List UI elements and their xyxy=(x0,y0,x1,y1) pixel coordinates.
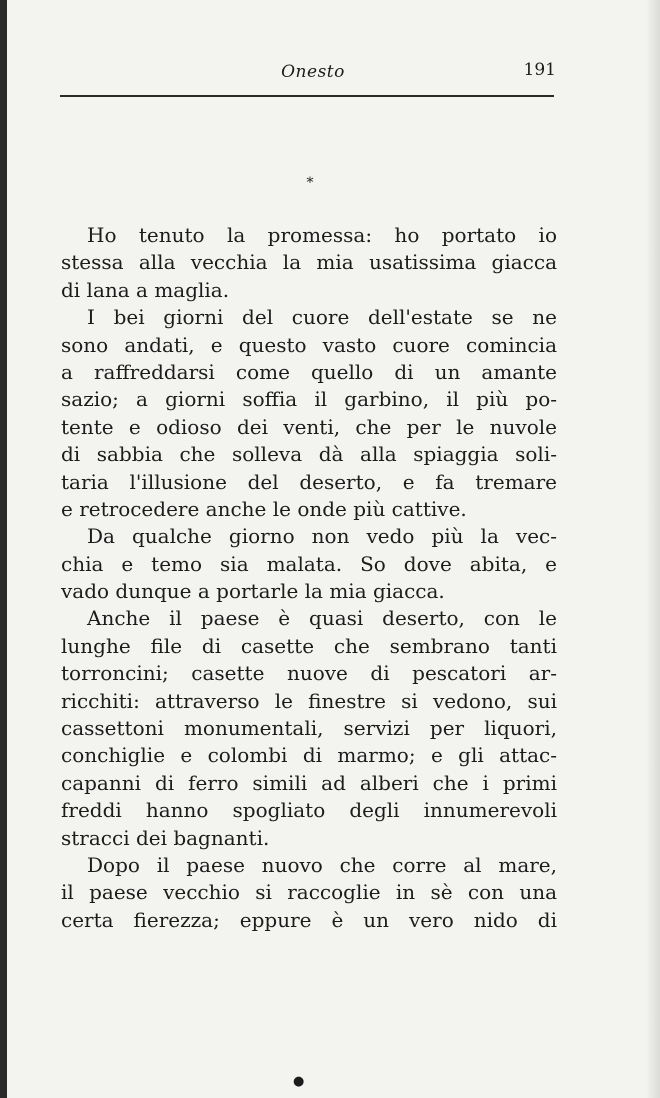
text-line: di sabbia che solleva dà alla spiaggia soli- xyxy=(61,442,557,467)
text-line: sazio; a giorni soffia il garbino, il più po- xyxy=(61,387,557,412)
text-line: cassettoni monumentali, servizi per liquori, xyxy=(61,716,557,741)
text-line: taria l'illusione del deserto, e fa tremare xyxy=(61,469,557,494)
body-text xyxy=(61,222,557,934)
text-line: stessa alla vecchia la mia usatissima giacca xyxy=(61,250,557,275)
section-break-asterisk: * xyxy=(306,175,314,191)
text-line: lunghe file di casette che sembrano tanti xyxy=(61,633,557,658)
text-line: il paese vecchio si raccoglie in sè con una xyxy=(61,880,557,905)
text-line: vado dunque a portarle la mia giacca. xyxy=(61,579,445,604)
text-line: I bei giorni del cuore dell'estate se ne xyxy=(87,305,557,330)
text-line: stracci dei bagnanti. xyxy=(61,825,270,850)
page-edge-shadow xyxy=(646,0,660,1098)
text-line: a raffreddarsi come quello di un amante xyxy=(61,359,557,384)
ink-speck: ● xyxy=(293,1074,305,1089)
header-rule xyxy=(60,95,554,97)
text-line: Dopo il paese nuovo che corre al mare, xyxy=(87,852,557,877)
page-number: 191 xyxy=(523,60,556,80)
text-line: e retrocedere anche le onde più cattive. xyxy=(61,496,467,521)
text-line: conchiglie e colombi di marmo; e gli attac- xyxy=(61,743,557,768)
page-binding-edge xyxy=(0,0,7,1098)
text-line: Da qualche giorno non vedo più la vec- xyxy=(87,524,557,549)
text-line: di lana a maglia. xyxy=(61,277,230,302)
text-line: ricchiti: attraverso le finestre si vedono, sui xyxy=(61,688,557,713)
text-line: sono andati, e questo vasto cuore comincia xyxy=(61,332,557,357)
text-line: Ho tenuto la promessa: ho portato io xyxy=(87,223,557,247)
text-line: capanni di ferro simili ad alberi che i primi xyxy=(61,770,557,795)
text-line: torroncini; casette nuove di pescatori ar- xyxy=(61,661,557,686)
text-line: chia e temo sia malata. So dove abita, e xyxy=(61,551,557,576)
text-line: tente e odioso dei venti, che per le nuvole xyxy=(61,414,557,439)
text-line: freddi hanno spogliato degli innumerevoli xyxy=(61,798,557,823)
text-line: certa fierezza; eppure è un vero nido di xyxy=(61,907,557,932)
text-line: Anche il paese è quasi deserto, con le xyxy=(87,606,557,631)
running-title: Onesto xyxy=(281,62,345,82)
